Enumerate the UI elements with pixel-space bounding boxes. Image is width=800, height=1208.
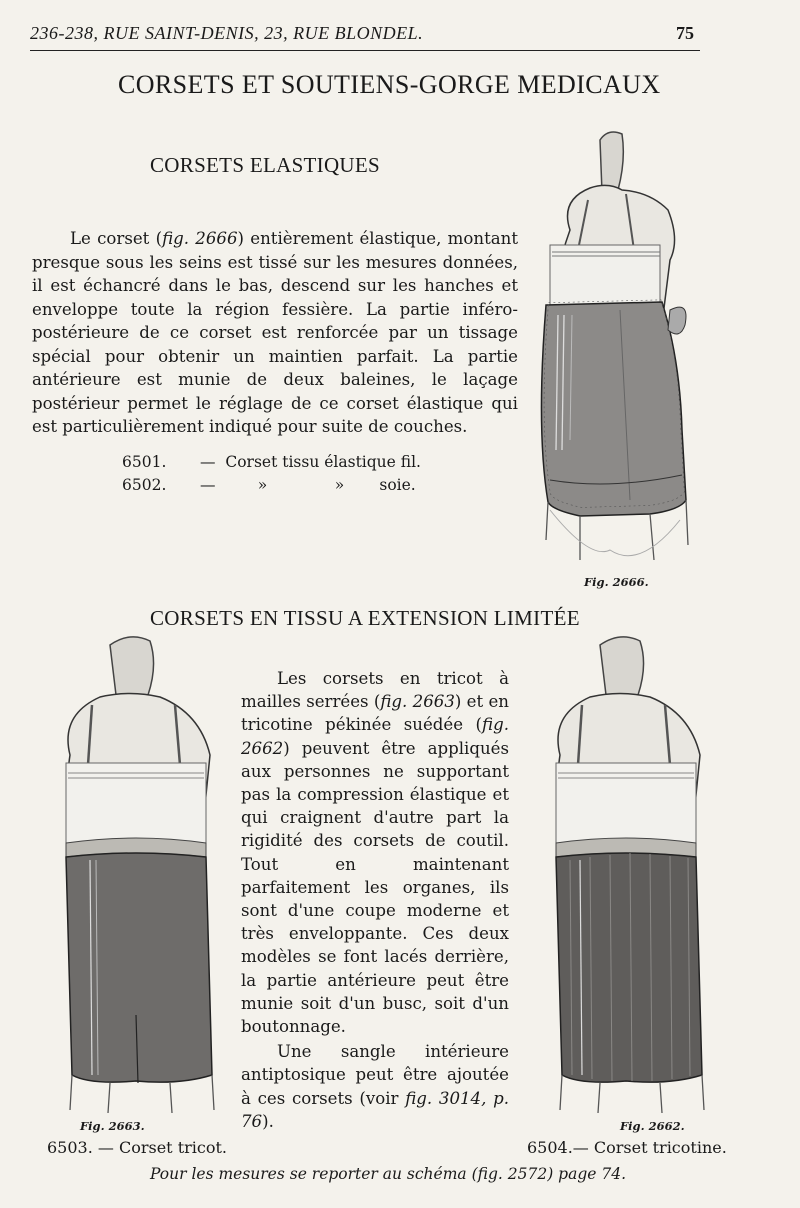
figure-reference: fig. 3014, p. 76 xyxy=(241,1088,509,1131)
figure-reference: fig. 2663 xyxy=(380,692,455,712)
mannequin-neck xyxy=(600,637,644,695)
mannequin-neck xyxy=(600,132,623,192)
section-elastic-title: CORSETS ELASTIQUES xyxy=(150,153,381,177)
limited-extension-description xyxy=(241,667,509,1133)
section-limited-extension-title: CORSETS EN TISSU A EXTENSION LIMITÉE xyxy=(150,606,580,630)
corset-body xyxy=(556,853,702,1082)
figure-2666-illustration xyxy=(530,130,730,570)
mannequin-neck xyxy=(110,637,154,695)
paragraph-knit-corsets: Les corsets en tricot à mailles serrées (fig. 2663) et en tricotine pékinée suédée (fig. 2662) peuvent être appliqués aux personnes ne supportant pas la compression élastique et qui craignent d'autre part la rigidité des corsets de coutil. Tout en maintenant parfaitement les organes, ils sont d'une coupe moderne et très enveloppante. Ces deux modèles se font lacés derrière, la partie antérieure peut être munie soit d'un busc, soit d'un boutonnage. xyxy=(241,669,509,1037)
page-title: CORSETS ET SOUTIENS-GORGE MEDICAUX xyxy=(118,70,661,99)
product-item-6502: 6502. — » » soie. xyxy=(122,476,416,494)
product-item-6503: 6503. — Corset tricot. xyxy=(47,1138,227,1157)
figure-2666-caption: Fig. 2666. xyxy=(584,575,649,589)
figure-2662-illustration xyxy=(540,635,720,1115)
product-item-6504: 6504.— Corset tricotine. xyxy=(527,1138,727,1157)
figure-reference: fig. 2666 xyxy=(162,229,238,248)
corset-body xyxy=(66,853,212,1082)
figure-reference: fig. 2662 xyxy=(241,715,509,758)
paragraph-strap-option: Une sangle intérieure antiptosique peut être ajoutée à ces corsets (voir fig. 3014, p. 76). xyxy=(241,1042,509,1131)
measurement-footnote: Pour les mesures se reporter au schéma (fig. 2572) page 74. xyxy=(150,1165,627,1183)
running-header xyxy=(30,20,700,51)
figure-2663-illustration xyxy=(50,635,230,1115)
product-item-6501: 6501. — Corset tissu élastique fil. xyxy=(122,453,421,471)
elastic-corset-description: Le corset (fig. 2666) entièrement élastique, montant presque sous les seins est tissé sur les mesures données, il est échancré dans le bas, descend sur les hanches et enveloppe toute la région fessière. La partie inféro-postérieure de ce corset est renforcée par un tissage spécial pour obtenir un maintien parfait. La partie antérieure est munie de deux baleines, le laçage postérieur permet le réglage de ce corset élastique qui est particulièrement indiqué pour suite de couches. xyxy=(32,229,518,436)
figure-reference: fig. 2572 xyxy=(477,1165,548,1183)
running-header-address: 236-238, RUE SAINT-DENIS, 23, RUE BLONDEL. xyxy=(30,23,424,43)
figure-2662-caption: Fig. 2662. xyxy=(620,1119,685,1133)
figure-2663-caption: Fig. 2663. xyxy=(80,1119,145,1133)
page-number: 75 xyxy=(676,23,694,43)
